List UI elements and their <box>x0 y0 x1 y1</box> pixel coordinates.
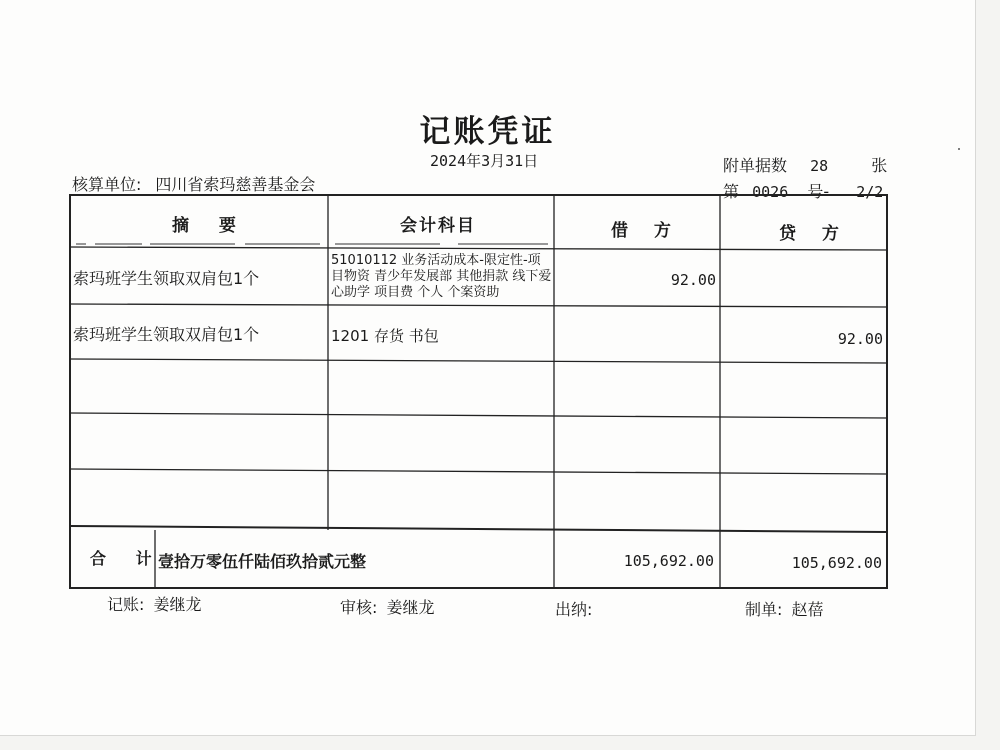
voucher-date: 2024年3月31日 <box>430 152 539 170</box>
row1-summary: 索玛班学生领取双肩包1个 <box>73 269 260 288</box>
total-credit: 105,692.00 <box>791 554 882 572</box>
voucher-page: 2/2 <box>856 183 884 201</box>
header-debit: 借 方 <box>611 221 681 241</box>
header-credit: 贷 方 <box>779 224 849 244</box>
preparer-label: 制单: <box>745 600 783 619</box>
attachment-count <box>723 153 887 176</box>
total-label: 合 计 <box>90 549 164 568</box>
preparer-name: 赵蓓 <box>791 600 824 619</box>
bookkeeper-label: 记账: <box>107 595 145 614</box>
cashier-label: 出纳: <box>555 600 593 619</box>
attach-unit: 张 <box>871 156 888 175</box>
voucher-title: 记账凭证 <box>419 114 556 150</box>
scan-speck <box>958 148 960 150</box>
attach-count: 28 <box>810 157 829 175</box>
total-debit: 105,692.00 <box>623 552 714 570</box>
row2-credit: 92.00 <box>837 330 883 348</box>
unit-name: 四川省索玛慈善基金会 <box>155 175 316 194</box>
bookkeeper-signature <box>107 592 202 615</box>
voucher-no-value: 0026 <box>752 183 789 201</box>
reviewer-signature <box>340 595 435 618</box>
row2-subject: 1201 存货 书包 <box>331 327 439 345</box>
header-summary: 摘 要 <box>172 216 248 236</box>
attach-label: 附单据数 <box>723 156 788 175</box>
unit-label: 核算单位: <box>72 175 142 194</box>
voucher-no-suffix: 号- <box>807 182 830 201</box>
header-subject: 会计科目 <box>400 216 476 236</box>
voucher-no-prefix: 第 <box>723 182 740 201</box>
voucher-number <box>723 179 883 202</box>
accounting-unit <box>72 172 315 195</box>
row1-debit: 92.00 <box>670 271 716 289</box>
preparer-signature <box>745 597 824 620</box>
reviewer-label: 审核: <box>340 598 378 617</box>
total-amount-words: 壹拾万零伍仟陆佰玖拾贰元整 <box>158 552 367 571</box>
bookkeeper-name: 姜继龙 <box>153 595 202 614</box>
row1-subject: 51010112 业务活动成本-限定性-项目物资 青少年发展部 其他捐款 线下爱心助学 项目费 个人 个案资助 <box>331 253 552 300</box>
reviewer-name: 姜继龙 <box>386 598 435 617</box>
cashier-signature <box>555 597 592 620</box>
row2-summary: 索玛班学生领取双肩包1个 <box>73 325 260 344</box>
